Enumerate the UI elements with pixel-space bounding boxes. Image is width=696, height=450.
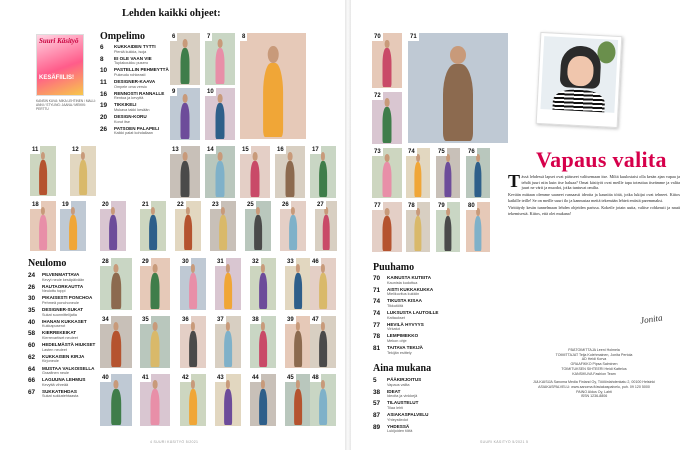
toc-item-desc: Kierrevartiset neuleet bbox=[42, 336, 78, 341]
thumbnail-page-number: 46 bbox=[312, 259, 319, 265]
toc-item-title: PÄÄKIRJOITUS bbox=[387, 377, 422, 382]
toc-item-desc: Kaikki palat kohdallaan bbox=[114, 131, 153, 136]
thumbnail-page-number: 35 bbox=[142, 317, 149, 323]
page-thumbnail[interactable] bbox=[250, 374, 276, 426]
thumbnail-page-number: 70 bbox=[374, 34, 381, 40]
page-thumbnail[interactable] bbox=[140, 316, 170, 368]
toc-item-title: PASTELLIN PEHMEYTTÄ bbox=[114, 67, 169, 73]
thumbnail-page-number: 12 bbox=[72, 147, 79, 153]
page-thumbnail[interactable] bbox=[285, 374, 311, 426]
toc-page-number: 16 bbox=[100, 90, 108, 98]
toc-item-title: MUSTAA VALKOISELLA bbox=[42, 365, 95, 371]
thumbnail-page-number: 37 bbox=[217, 317, 224, 323]
toc-item[interactable] bbox=[373, 345, 465, 355]
toc-item-desc: Ideoita ja vinkkejä bbox=[387, 394, 418, 399]
thumbnail-page-number: 23 bbox=[212, 202, 219, 208]
toc-item[interactable] bbox=[373, 298, 465, 308]
staff-credits bbox=[508, 348, 680, 399]
editorial-body bbox=[508, 171, 680, 218]
toc-item-desc: Tilaa lehti bbox=[387, 405, 404, 410]
toc-item[interactable] bbox=[373, 424, 465, 434]
toc-list-aina-mukana bbox=[373, 377, 465, 435]
page-thumbnail[interactable] bbox=[406, 202, 430, 252]
toc-page-number: 40 bbox=[28, 318, 36, 326]
toc-item-desc: Pehmeä ponchoneule bbox=[42, 300, 79, 305]
toc-item[interactable] bbox=[373, 322, 465, 332]
toc-item-title: KIERREKEIKAT bbox=[42, 330, 77, 336]
toc-item-title: AISTI KUKKAKUKKA bbox=[387, 286, 434, 292]
toc-item[interactable] bbox=[373, 400, 465, 410]
toc-item-title: TILAUSTELUT bbox=[387, 400, 419, 406]
thumbnail-page-number: 13 bbox=[172, 147, 179, 153]
toc-item-title: IHANAN KUKKASET bbox=[42, 318, 87, 324]
toc-page-number: 20 bbox=[100, 114, 108, 122]
thumbnail-page-number: 26 bbox=[282, 202, 289, 208]
thumbnail-page-number: 41 bbox=[142, 375, 149, 381]
toc-item-desc: Kattaukset bbox=[387, 315, 405, 320]
thumbnail-page-number: 34 bbox=[102, 317, 109, 323]
page-thumbnail[interactable] bbox=[140, 374, 170, 426]
page-thumbnail[interactable] bbox=[436, 202, 460, 252]
spine-gutter bbox=[345, 0, 351, 450]
editor-signature: Jonita bbox=[639, 312, 664, 326]
thumbnail-page-number: 29 bbox=[142, 259, 149, 265]
section-title-neulomo: Neulomo bbox=[28, 258, 67, 269]
thumbnail-page-number: 44 bbox=[252, 375, 259, 381]
toc-item-title: LUKSUSTA LAUTOILLE bbox=[387, 310, 439, 316]
page-thumbnail[interactable] bbox=[372, 33, 402, 88]
toc-item-desc: Graafinen neule bbox=[42, 371, 70, 376]
toc-page-number: 60 bbox=[28, 342, 36, 350]
page-title: Lehden kaikki ohjeet: bbox=[122, 8, 221, 19]
toc-item-title: TIKUSTA KISAA bbox=[387, 298, 422, 304]
cover-headline: KESÄFIILIS! bbox=[39, 75, 75, 81]
thumbnail-page-number: 20 bbox=[102, 202, 109, 208]
thumbnail-page-number: 80 bbox=[468, 203, 475, 209]
thumbnail-page-number: 43 bbox=[217, 375, 224, 381]
section-title-ompelimo: Ompelimo bbox=[100, 31, 145, 42]
toc-item-title: PIKAISESTI PONCHOA bbox=[42, 295, 93, 301]
page-thumbnail[interactable] bbox=[205, 33, 235, 85]
toc-item[interactable] bbox=[373, 333, 465, 343]
toc-page-number: 62 bbox=[28, 353, 36, 361]
page-thumbnail[interactable] bbox=[215, 316, 241, 368]
thumbnail-page-number: 32 bbox=[252, 259, 259, 265]
editor-portrait bbox=[536, 32, 623, 128]
thumbnail-page-number: 25 bbox=[247, 202, 254, 208]
page-thumbnail[interactable] bbox=[100, 316, 132, 368]
toc-item-title: RENNOSTI RANNALLE bbox=[114, 90, 165, 96]
toc-list-puuhamo bbox=[373, 275, 465, 357]
thumbnail-page-number: 36 bbox=[182, 317, 189, 323]
thumbnail-page-number: 47 bbox=[312, 317, 319, 323]
thumbnail-page-number: 27 bbox=[317, 202, 324, 208]
toc-item-desc: Virkatut bbox=[387, 327, 400, 332]
contact-line: PAINO Aldus Oy, Lahti bbox=[576, 389, 612, 394]
editorial-paragraph: Kevään mittaan olemme saaneet runsaasti ideoita ja kauniita töitä, jotka lukijat ovat tehneet. Kiitos kaikille teille! Se on meille suuri ilo ja kannustaa meitä tekemään lehteä entistä paremmaksi. bbox=[508, 192, 680, 203]
contact-line: ISSN 1236-8806 bbox=[580, 394, 608, 399]
page-thumbnail[interactable] bbox=[275, 146, 305, 198]
toc-item-title: ASIAKASPALVELU bbox=[387, 412, 429, 418]
toc-page-number: 58 bbox=[28, 330, 36, 338]
thumbnail-page-number: 78 bbox=[408, 203, 415, 209]
toc-page-number: 89 bbox=[373, 423, 381, 431]
page-thumbnail[interactable] bbox=[250, 258, 276, 310]
toc-item-desc: Korut itse bbox=[114, 119, 131, 124]
toc-item-title: LAGUUNA LEHMUS bbox=[42, 377, 86, 383]
thumbnail-page-number: 14 bbox=[207, 147, 214, 153]
page-thumbnail[interactable] bbox=[408, 33, 508, 143]
toc-page-number: 5 bbox=[373, 377, 377, 384]
toc-item-title: DESIGN-KORU bbox=[114, 114, 147, 120]
toc-item-title: HEDELMÄSTÄ HIUKSET bbox=[42, 342, 96, 348]
toc-page-number: 78 bbox=[373, 333, 381, 341]
toc-page-number: 87 bbox=[373, 412, 381, 420]
thumbnail-page-number: 33 bbox=[287, 259, 294, 265]
toc-item-desc: Ompele oma versio bbox=[114, 84, 147, 89]
thumbnail-page-number: 79 bbox=[438, 203, 445, 209]
page-thumbnail[interactable] bbox=[180, 374, 206, 426]
thumbnail-page-number: 40 bbox=[102, 375, 109, 381]
toc-page-number: 11 bbox=[100, 79, 107, 87]
toc-page-number: 26 bbox=[100, 125, 108, 133]
page-thumbnail[interactable] bbox=[240, 33, 306, 139]
toc-item-desc: Mukava takki kesään bbox=[114, 108, 150, 113]
toc-item-title: DESIGNER-KAAVA bbox=[114, 79, 156, 85]
page-thumbnail[interactable] bbox=[406, 148, 430, 198]
toc-item-desc: Tuplakoukku pusero bbox=[114, 61, 149, 66]
thumbnail-page-number: 6 bbox=[172, 34, 176, 40]
page-thumbnail[interactable] bbox=[100, 374, 132, 426]
thumbnail-page-number: 76 bbox=[468, 149, 475, 155]
thumbnail-page-number: 11 bbox=[32, 147, 39, 153]
page-thumbnail[interactable] bbox=[215, 374, 241, 426]
page-thumbnail[interactable] bbox=[372, 92, 402, 144]
page-thumbnail[interactable] bbox=[205, 146, 235, 198]
editorial-title: Vapaus valita bbox=[536, 147, 667, 172]
contact-line: ASIAKASPALVELU: www.sanoma.fi/asiakaspalvelu, puh. 09 120 5000 bbox=[538, 384, 650, 389]
toc-item-desc: Tekijän esittely bbox=[387, 350, 412, 355]
toc-page-number: 74 bbox=[373, 298, 381, 306]
toc-item-title: IDEAT bbox=[387, 388, 401, 394]
page-thumbnail[interactable] bbox=[175, 201, 201, 251]
page-thumbnail[interactable] bbox=[250, 316, 276, 368]
staff-line: GRAAFIKKO Pipsa Salminen bbox=[570, 362, 618, 367]
thumbnail-page-number: 19 bbox=[62, 202, 69, 208]
page-thumbnail[interactable] bbox=[315, 201, 337, 251]
toc-item-desc: Pukeudu rohkeasti bbox=[114, 72, 146, 77]
magazine-cover[interactable] bbox=[36, 34, 84, 96]
toc-item-desc: Kaunista kudottua bbox=[387, 280, 418, 285]
page-thumbnail[interactable] bbox=[210, 201, 236, 251]
page-thumbnail[interactable] bbox=[436, 148, 460, 198]
section-title-aina-mukana: Aina mukana bbox=[373, 363, 432, 374]
page-thumbnail[interactable] bbox=[372, 148, 402, 198]
thumbnail-page-number: 9 bbox=[172, 89, 176, 95]
thumbnail-page-number: 10 bbox=[207, 89, 214, 95]
toc-item-desc: Tikkutöitä bbox=[387, 303, 404, 308]
page-thumbnail[interactable] bbox=[140, 201, 166, 251]
thumbnail-page-number: 16 bbox=[277, 147, 284, 153]
page-thumbnail[interactable] bbox=[466, 202, 490, 252]
page-thumbnail[interactable] bbox=[100, 201, 126, 251]
thumbnail-page-number: 21 bbox=[142, 202, 149, 208]
toc-page-number: 57 bbox=[373, 400, 381, 408]
toc-item-desc: Rentoa ja kevyttä bbox=[114, 96, 144, 101]
toc-item-title: EI OLE VAAN VIE bbox=[114, 55, 152, 61]
page-thumbnail[interactable] bbox=[140, 258, 170, 310]
page-thumbnail[interactable] bbox=[30, 201, 56, 251]
page-thumbnail[interactable] bbox=[245, 201, 271, 251]
toc-item-desc: Kevyt neule kesäpäivään bbox=[42, 277, 85, 282]
toc-page-number: 10 bbox=[100, 67, 108, 75]
toc-item-desc: Mielikuvitus kukkiin bbox=[387, 292, 420, 297]
toc-item-desc: Neulottu toppi bbox=[42, 289, 66, 294]
toc-item-title: KAINUSTA KUTEITA bbox=[387, 275, 432, 280]
toc-item-title: TIKKIKELI bbox=[114, 102, 137, 108]
thumbnail-page-number: 7 bbox=[207, 34, 211, 40]
toc-item[interactable] bbox=[373, 310, 465, 320]
thumbnail-page-number: 45 bbox=[287, 375, 294, 381]
toc-item-desc: Sukat suunnittelijalta bbox=[42, 312, 77, 317]
thumbnail-page-number: 31 bbox=[217, 259, 224, 265]
thumbnail-page-number: 48 bbox=[312, 375, 319, 381]
toc-item-title: PATSOEN PALAPELI bbox=[114, 125, 160, 131]
page-thumbnail[interactable] bbox=[180, 258, 206, 310]
toc-item[interactable] bbox=[373, 412, 465, 422]
staff-line: TOIMITUKSEN SIHTEERI Heidi Kattelus bbox=[561, 366, 627, 371]
thumbnail-page-number: 22 bbox=[177, 202, 184, 208]
toc-item-desc: Kevyttä vihreää bbox=[42, 382, 69, 387]
thumbnail-page-number: 15 bbox=[242, 147, 249, 153]
toc-item-title: TAITAVA TEKIJÄ bbox=[387, 345, 423, 351]
thumbnail-page-number: 28 bbox=[102, 259, 109, 265]
toc-item-desc: Yhteystiedot bbox=[387, 417, 408, 422]
toc-item-title: YHDESSÄ bbox=[387, 423, 410, 429]
toc-item[interactable] bbox=[373, 287, 465, 297]
toc-page-number: 8 bbox=[100, 55, 104, 63]
toc-page-number: 24 bbox=[28, 272, 36, 279]
section-title-puuhamo: Puuhamo bbox=[373, 262, 415, 273]
thumbnail-page-number: 8 bbox=[242, 34, 246, 40]
thumbnail-page-number: 17 bbox=[312, 147, 319, 153]
toc-item[interactable] bbox=[373, 377, 465, 387]
editorial-paragraph: ässä lehdessä lapset ovat päässeet valitsemaan itse. Miltä kuulostaisi olla kesän ajan vapaa ja tehdä juuri niin kuin itse haluaa? Omat käsityöt ovat meille tapa toteuttaa itseämme ja valita juuri ne värit ja muodot, jotka tuntuvat omilta. bbox=[521, 174, 680, 191]
contact-line: JULKAISIJA Sanoma Media Finland Oy, Töölönlahdenkatu 2, 00100 Helsinki bbox=[533, 380, 655, 385]
thumbnail-page-number: 72 bbox=[374, 93, 381, 99]
toc-item-desc: Lukijoiden töitä bbox=[387, 429, 413, 434]
toc-page-number: 66 bbox=[28, 377, 36, 385]
toc-item-desc: Mekon ohje bbox=[387, 339, 407, 344]
staff-line: KANSIKUVA Fashion Team bbox=[572, 371, 616, 376]
page-thumbnail[interactable] bbox=[280, 201, 306, 251]
page-thumbnail[interactable] bbox=[100, 258, 132, 310]
page-thumbnail[interactable] bbox=[60, 201, 86, 251]
toc-item-desc: Sukat sukkatehtaasta bbox=[42, 394, 79, 399]
toc-item-title: PILVENMATTAVA bbox=[42, 272, 80, 277]
staff-line: AD Heidi Korva bbox=[581, 357, 607, 362]
toc-page-number: 19 bbox=[100, 102, 108, 110]
toc-item-title: LEMPIMEKKO bbox=[387, 333, 419, 339]
toc-item-desc: Kukkapuserot bbox=[42, 324, 66, 329]
toc-page-number: 30 bbox=[28, 295, 36, 303]
page-thumbnail[interactable] bbox=[310, 258, 336, 310]
thumbnail-page-number: 75 bbox=[438, 149, 445, 155]
toc-item[interactable] bbox=[373, 389, 465, 399]
page-thumbnail[interactable] bbox=[466, 148, 490, 198]
page-thumbnail[interactable] bbox=[215, 258, 241, 310]
editorial-paragraph: Virittäydy kesän tunnelmaan lehden ohjeiden parissa. Kokeile jotain uutta, valitse rohkeasti ja nauti tekemisestä. Kiitos, että olet mukana! bbox=[508, 204, 680, 216]
toc-item-desc: Lasten neuleet bbox=[42, 347, 67, 352]
thumbnail-page-number: 71 bbox=[410, 34, 417, 40]
toc-item-desc: Vapaus valita bbox=[387, 382, 410, 387]
toc-item-desc: Pieniä kukkia, isoja bbox=[114, 49, 147, 54]
toc-page-number: 77 bbox=[373, 321, 381, 329]
page-thumbnail[interactable] bbox=[310, 374, 336, 426]
toc-page-number: 70 bbox=[373, 275, 381, 282]
toc-page-number: 38 bbox=[373, 388, 381, 396]
toc-page-number: 35 bbox=[28, 307, 36, 315]
staff-line: TOIMITTAJAT Teija Kolehmainen, Jonita Pertola bbox=[555, 352, 633, 357]
staff-line: PÄÄTOIMITTAJA Leeni Holmela bbox=[568, 348, 620, 352]
thumbnail-page-number: 73 bbox=[374, 149, 381, 155]
folio-right: SUURI KÄSITYÖ 5/2021 5 bbox=[480, 440, 529, 444]
cover-credit: KANSIN KUVA: MIKA LEHTINEN / MALLI: ANNI / STYLING: JAANA / MEIKKI: PERTTU bbox=[36, 99, 96, 112]
toc-page-number: 74 bbox=[373, 310, 381, 318]
thumbnail-page-number: 38 bbox=[252, 317, 259, 323]
toc-item-title: DESIGNER-SUKAT bbox=[42, 307, 84, 313]
toc-page-number: 64 bbox=[28, 365, 36, 373]
thumbnail-page-number: 18 bbox=[32, 202, 39, 208]
page-thumbnail[interactable] bbox=[285, 316, 311, 368]
page-thumbnail[interactable] bbox=[240, 146, 270, 198]
page-thumbnail[interactable] bbox=[285, 258, 311, 310]
page-thumbnail[interactable] bbox=[310, 146, 336, 198]
thumbnail-page-number: 77 bbox=[374, 203, 381, 209]
page-thumbnail[interactable] bbox=[170, 33, 200, 85]
toc-page-number: 71 bbox=[373, 286, 381, 294]
page-thumbnail[interactable] bbox=[310, 316, 336, 368]
toc-item-title: KUKKAISEN KIRJA bbox=[42, 353, 85, 359]
toc-item[interactable] bbox=[373, 275, 465, 285]
editorial-dropcap: T bbox=[508, 171, 521, 191]
page-thumbnail[interactable] bbox=[205, 88, 235, 140]
page-thumbnail[interactable] bbox=[180, 316, 206, 368]
thumbnail-page-number: 39 bbox=[287, 317, 294, 323]
page-thumbnail[interactable] bbox=[170, 88, 200, 140]
cover-logo: Suuri Käsityö bbox=[39, 37, 79, 45]
toc-item-title: KUKKAIDEN TYTTI bbox=[114, 44, 156, 49]
page-thumbnail[interactable] bbox=[30, 146, 56, 196]
toc-page-number: 26 bbox=[28, 283, 36, 291]
toc-item-desc: Kirjoneule bbox=[42, 359, 59, 364]
folio-left: 4 SUURI KÄSITYÖ 5/2021 bbox=[150, 440, 199, 444]
toc-page-number: 81 bbox=[373, 345, 381, 353]
toc-item-title: RAUTAORKAUTTA bbox=[42, 283, 84, 289]
thumbnail-page-number: 74 bbox=[408, 149, 415, 155]
toc-page-number: 67 bbox=[28, 388, 36, 396]
page-thumbnail[interactable] bbox=[170, 146, 200, 198]
toc-item-title: HEVILÄ HYVYYS bbox=[387, 321, 424, 327]
toc-page-number: 6 bbox=[100, 44, 104, 51]
thumbnail-page-number: 42 bbox=[182, 375, 189, 381]
page-thumbnail[interactable] bbox=[372, 202, 402, 252]
toc-item-title: SUKKATEHDAS bbox=[42, 388, 77, 394]
thumbnail-page-number: 30 bbox=[182, 259, 189, 265]
page-thumbnail[interactable] bbox=[70, 146, 96, 196]
